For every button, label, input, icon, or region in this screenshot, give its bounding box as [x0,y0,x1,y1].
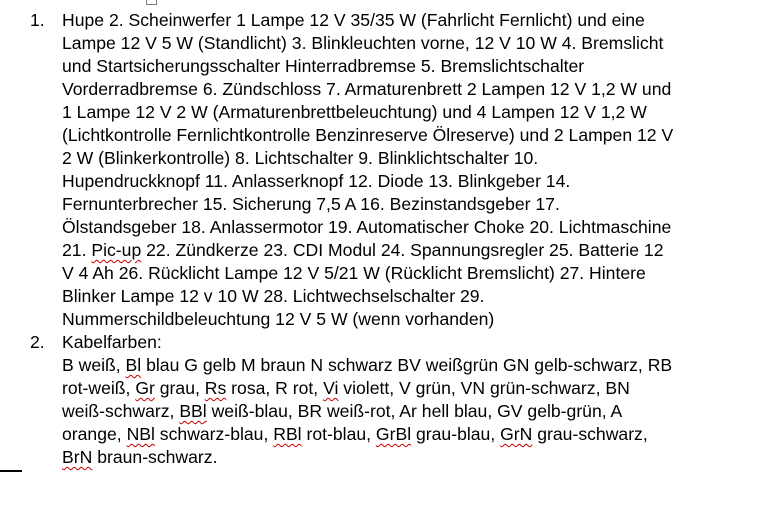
text-line: Nummerschildbeleuchtung 12 V 5 W (wenn vorhanden) [62,309,495,329]
text-line: 2 W (Blinkerkontrolle) 8. Lichtschalter 9. Blinklichtschalter 10. [62,148,539,168]
text-line: Lampe 12 V 5 W (Standlicht) 3. Blinkleuchten vorne, 12 V 10 W 4. Bremslicht [62,33,664,53]
list-item-2[interactable] [0,331,776,469]
text-line: BrN braun-schwarz. [62,447,218,467]
spellcheck-flagged-word[interactable]: BrN [62,447,93,467]
spellcheck-flagged-word[interactable]: Gr [135,378,155,398]
text-line: (Lichtkontrolle Fernlichtkontrolle Benzinreserve Ölreserve) und 2 Lampen 12 V [62,125,674,145]
spellcheck-flagged-word[interactable]: Vi [323,378,339,398]
spellcheck-flagged-word[interactable]: Rs [204,378,227,398]
text-line: orange, NBl schwarz-blau, RBl rot-blau, GrBl grau-blau, GrN grau-schwarz, [62,424,648,444]
spellcheck-flagged-word[interactable]: NBl [126,424,155,444]
text-line: Fernunterbrecher 15. Sicherung 7,5 A 16. Bezinstandsgeber 17. [62,194,560,214]
text-line: Hupe 2. Scheinwerfer 1 Lampe 12 V 35/35 W (Fahrlicht Fernlicht) und eine [62,10,645,30]
text-line: Ölstandsgeber 18. Anlassermotor 19. Automatischer Choke 20. Lichtmaschine [62,217,672,237]
list-number: 1. [30,10,45,30]
text-line: B weiß, Bl blau G gelb M braun N schwarz BV weißgrün GN gelb-schwarz, RB [62,355,673,375]
text-line: Blinker Lampe 12 v 10 W 28. Lichtwechselschalter 29. [62,286,485,306]
text-cursor-mark [0,470,22,472]
text-line: Kabelfarben: [62,332,162,352]
list-item-1[interactable] [0,9,776,331]
text-line: V 4 Ah 26. Rücklicht Lampe 12 V 5/21 W (Rücklicht Bremslicht) 27. Hintere [62,263,646,283]
anchor-marker-icon [146,0,157,5]
text-line: Vorderradbremse 6. Zündschloss 7. Armaturenbrett 2 Lampen 12 V 1,2 W und [62,79,672,99]
spellcheck-flagged-word[interactable]: RBl [273,424,302,444]
text-line: weiß-schwarz, BBl weiß-blau, BR weiß-rot, Ar hell blau, GV gelb-grün, A [62,401,623,421]
list-item-text[interactable] [62,331,766,469]
text-line: Hupendruckknopf 11. Anlasserknopf 12. Diode 13. Blinkgeber 14. [62,171,571,191]
spellcheck-flagged-word[interactable]: Pic-up [91,240,142,260]
spellcheck-flagged-word[interactable]: Bl [125,355,142,375]
spellcheck-flagged-word[interactable]: GrN [500,424,533,444]
text-line: und Startsicherungsschalter Hinterradbremse 5. Bremslichtschalter [62,56,585,76]
spellcheck-flagged-word[interactable]: GrBl [375,424,412,444]
text-line: rot-weiß, Gr grau, Rs rosa, R rot, Vi violett, V grün, VN grün-schwarz, BN [62,378,630,398]
numbered-list [0,9,776,469]
list-number: 2. [30,332,45,352]
text-line: 21. Pic-up 22. Zündkerze 23. CDI Modul 24. Spannungsregler 25. Batterie 12 [62,240,664,260]
text-line: 1 Lampe 12 V 2 W (Armaturenbrettbeleuchtung) und 4 Lampen 12 V 1,2 W [62,102,647,122]
spellcheck-flagged-word[interactable]: BBl [179,401,207,421]
list-item-text[interactable] [62,9,766,331]
